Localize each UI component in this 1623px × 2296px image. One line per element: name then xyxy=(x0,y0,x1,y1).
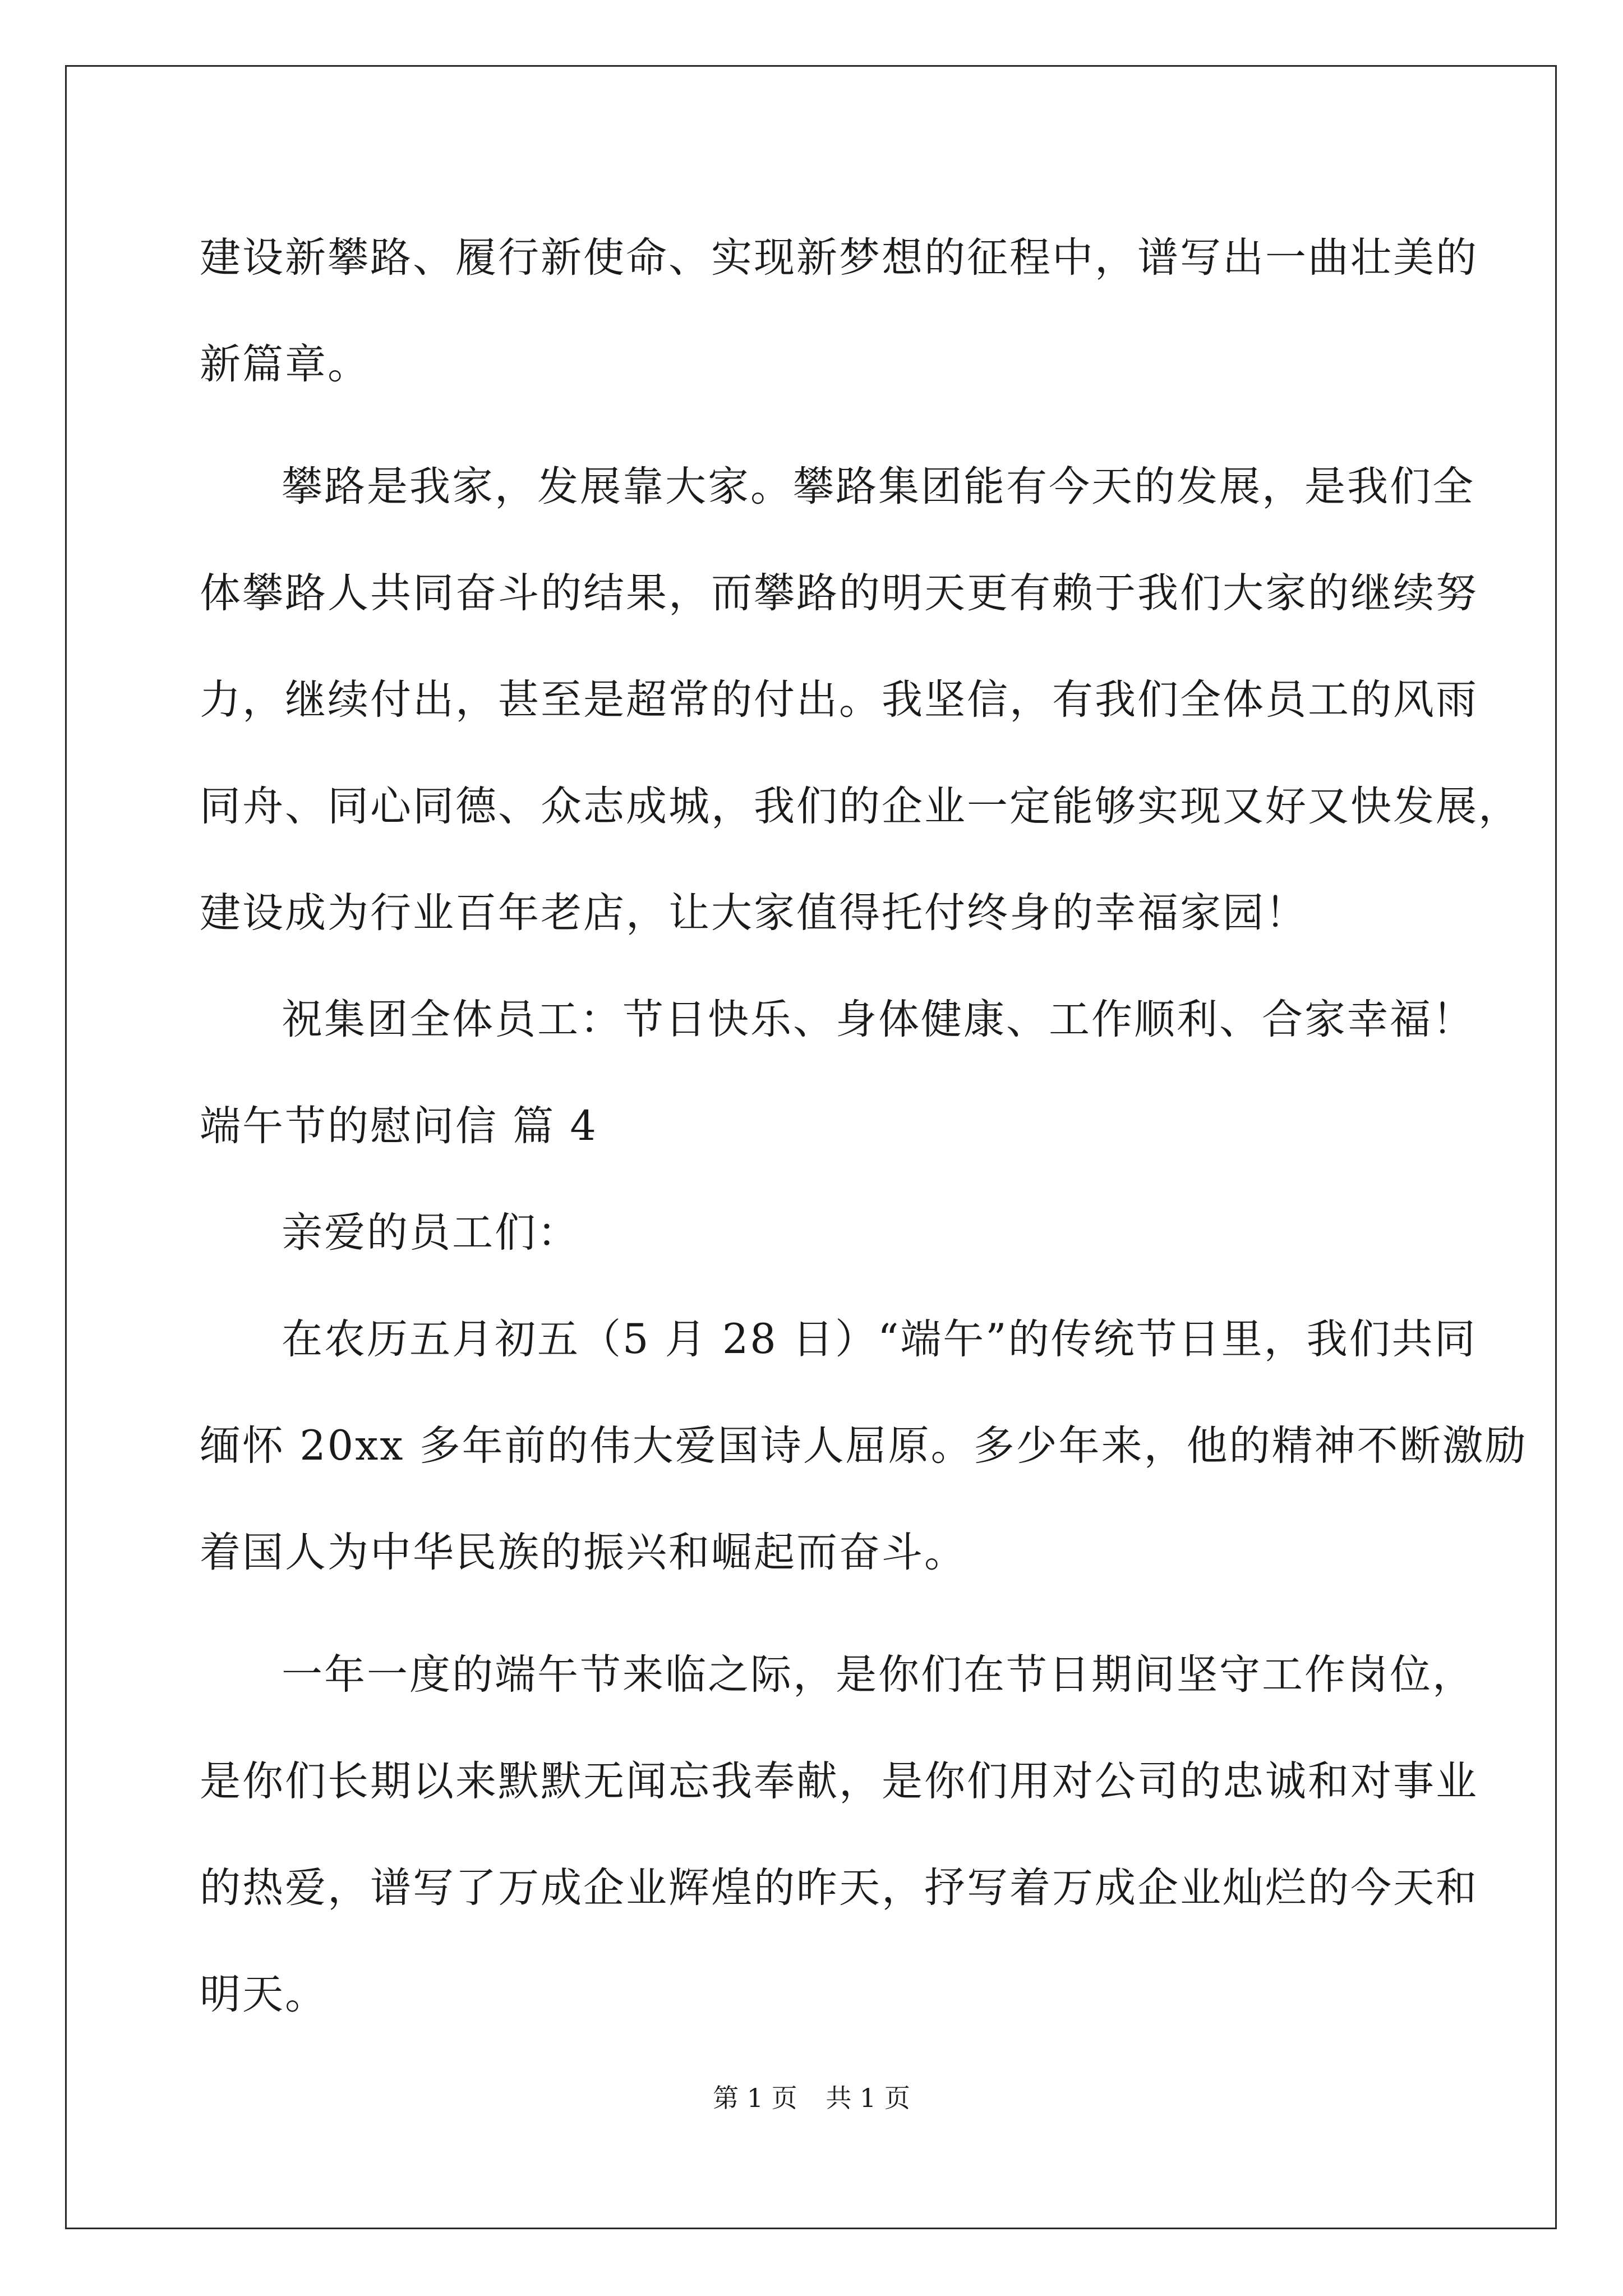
body-line: 明天。 xyxy=(200,1971,328,2018)
page-footer xyxy=(0,2081,1623,2115)
body-line: 的热爱，谱写了万成企业辉煌的昨天，抒写着万成企业灿烂的今天和 xyxy=(200,1864,1478,1912)
body-line: 建设成为行业百年老店，让大家值得托付终身的幸福家园！ xyxy=(200,889,1308,937)
body-line: 缅怀 20xx 多年前的伟大爱国诗人屈原。多少年来，他的精神不断激励 xyxy=(200,1422,1528,1470)
section-heading: 端午节的慰问信 篇 4 xyxy=(200,1102,598,1150)
salutation: 亲爱的员工们： xyxy=(282,1209,580,1257)
paragraph-start-line: 攀路是我家，发展靠大家。攀路集团能有今天的发展，是我们全 xyxy=(282,463,1475,510)
body-line: 新篇章。 xyxy=(200,341,370,388)
document-body xyxy=(200,205,1528,2048)
body-line: 同舟、同心同德、众志成城，我们的企业一定能够实现又好又快发展， xyxy=(200,783,1521,830)
page-number: 第 1 页 xyxy=(713,2083,797,2113)
page-count: 共 1 页 xyxy=(826,2083,910,2113)
body-line: 力，继续付出，甚至是超常的付出。我坚信，有我们全体员工的风雨 xyxy=(200,676,1478,724)
paragraph-start-line: 在农历五月初五（5 月 28 日）“端午”的传统节日里，我们共同 xyxy=(282,1315,1477,1363)
paragraph-start-line: 一年一度的端午节来临之际，是你们在节日期间坚守工作岗位， xyxy=(282,1651,1475,1699)
paragraph-start-line: 祝集团全体员工：节日快乐、身体健康、工作顺利、合家幸福！ xyxy=(282,996,1475,1043)
body-line: 是你们长期以来默默无闻忘我奉献，是你们用对公司的忠诚和对事业 xyxy=(200,1757,1478,1805)
body-line: 着国人为中华民族的振兴和崛起而奋斗。 xyxy=(200,1529,967,1576)
body-line: 体攀路人共同奋斗的结果，而攀路的明天更有赖于我们大家的继续努 xyxy=(200,569,1478,617)
body-line: 建设新攀路、履行新使命、实现新梦想的征程中，谱写出一曲壮美的 xyxy=(200,234,1478,282)
